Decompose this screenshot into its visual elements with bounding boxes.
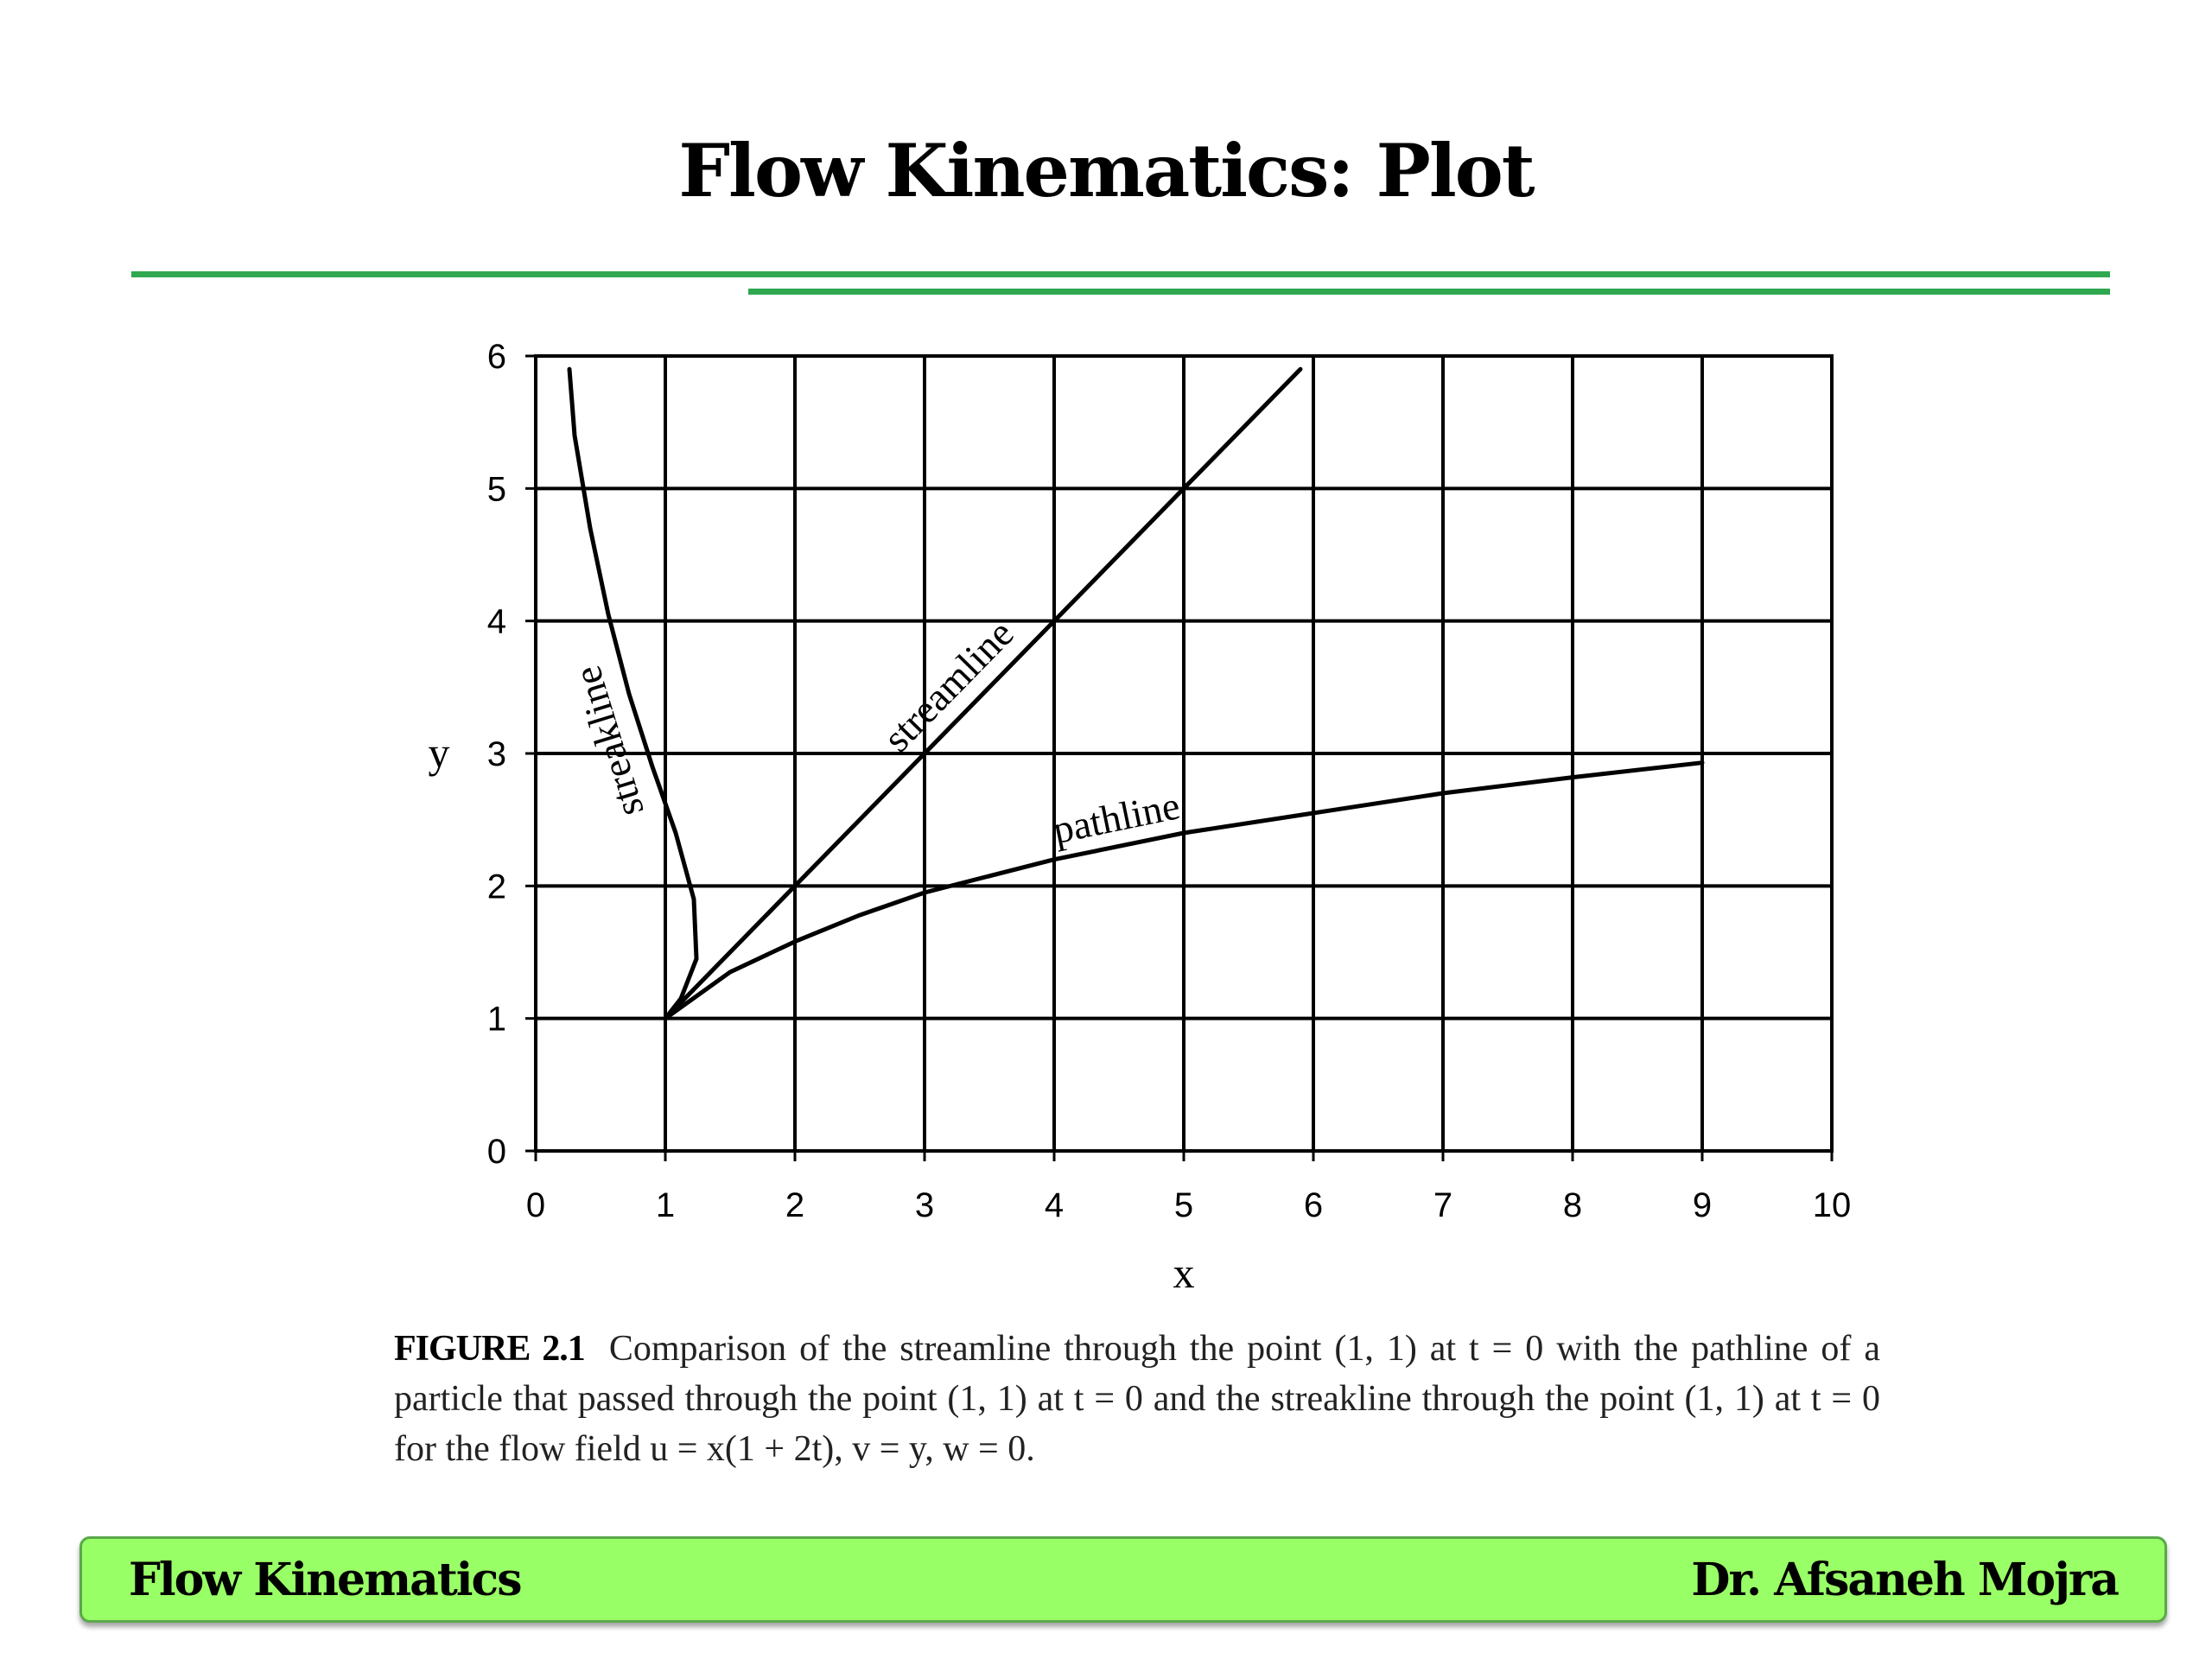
y-tick-label: 6 [486, 338, 506, 376]
y-tick-label: 1 [486, 1000, 506, 1039]
series-label-streamline: streamline [874, 611, 1022, 760]
footer-bar [79, 1536, 2167, 1623]
flow-plot-chart [380, 328, 1866, 1305]
x-tick-label: 10 [1812, 1186, 1852, 1224]
y-tick-label: 3 [486, 735, 506, 773]
footer-author: Dr. Afsaneh Mojra [1691, 1554, 2118, 1606]
title-divider-top [131, 271, 2110, 277]
y-tick-label: 5 [486, 470, 506, 509]
series-lines [569, 369, 1702, 1018]
caption-label: FIGURE 2.1 [394, 1329, 585, 1369]
x-tick-label: 6 [1303, 1186, 1324, 1224]
caption-text: Comparison of the streamline through the point (1, 1) at t = 0 with the pathline of a particle that passed through the point (1, 1) at t = 0 and the streakline through the point (1, 1) at t = 0 for the flow field u = x(1 + 2t), v = y, w = 0. [394, 1329, 1880, 1469]
axis-ticks [487, 338, 1852, 1224]
slide-title: Flow Kinematics: Plot [678, 128, 1534, 213]
x-tick-label: 2 [785, 1186, 805, 1224]
x-tick-label: 7 [1433, 1186, 1453, 1224]
series-label-pathline: pathline [1049, 783, 1184, 853]
x-tick-label: 1 [655, 1186, 676, 1224]
series-label-streakline: streakline [564, 661, 652, 823]
footer-course-title: Flow Kinematics [129, 1554, 521, 1606]
x-tick-label: 8 [1562, 1186, 1583, 1224]
y-axis-label: y [428, 728, 450, 777]
series-line-streamline [665, 369, 1300, 1018]
chart-grid [536, 356, 1832, 1151]
x-tick-label: 3 [914, 1186, 935, 1224]
x-tick-label: 4 [1044, 1186, 1065, 1224]
x-tick-label: 0 [525, 1186, 546, 1224]
y-tick-label: 2 [486, 868, 506, 906]
y-tick-label: 4 [486, 602, 506, 641]
title-divider-bottom [748, 289, 2110, 295]
figure-caption [394, 1324, 1880, 1474]
y-tick-label: 0 [486, 1133, 506, 1171]
x-axis-label: x [1173, 1249, 1195, 1297]
series-labels [565, 611, 1184, 852]
x-tick-label: 5 [1173, 1186, 1194, 1224]
x-tick-label: 9 [1692, 1186, 1713, 1224]
